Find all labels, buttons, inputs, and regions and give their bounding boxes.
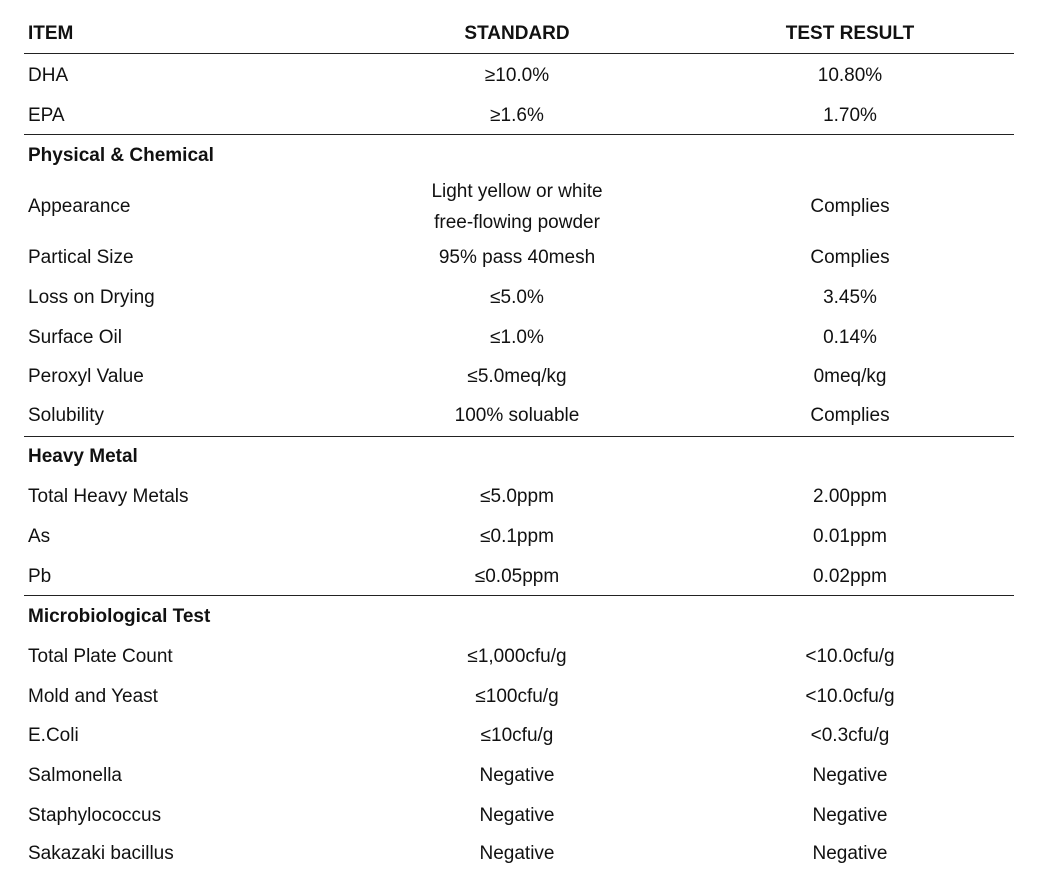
row-standard: ≤5.0meq/kg — [467, 366, 567, 387]
row-result: 2.00ppm — [813, 486, 887, 507]
row-item: Total Plate Count — [28, 646, 173, 667]
row-standard: ≤0.1ppm — [480, 526, 554, 547]
row-result: 3.45% — [823, 287, 877, 308]
row-item: DHA — [28, 65, 69, 86]
table-row — [0, 60, 1040, 92]
row-standard: ≤1,000cfu/g — [467, 646, 567, 667]
section-title-heavy-metal — [0, 441, 1040, 473]
row-standard: ≤1.0% — [490, 327, 544, 348]
section-title: Heavy Metal — [28, 446, 138, 467]
table-row — [0, 176, 1040, 238]
row-item: Pb — [28, 566, 52, 587]
table-row — [0, 481, 1040, 513]
table-row — [0, 760, 1040, 792]
row-standard: ≥10.0% — [484, 65, 550, 86]
row-item: Mold and Yeast — [28, 686, 158, 707]
row-item: E.Coli — [28, 725, 79, 746]
table-row — [0, 681, 1040, 713]
row-result: <0.3cfu/g — [810, 725, 890, 746]
standard-line-1: Light yellow or white — [431, 181, 603, 202]
row-standard: ≤0.05ppm — [474, 566, 560, 587]
row-standard: Negative — [479, 805, 555, 826]
row-standard: ≤100cfu/g — [475, 686, 559, 707]
row-standard: ≥1.6% — [490, 105, 544, 126]
row-result: 0meq/kg — [813, 366, 887, 387]
row-item: Salmonella — [28, 765, 122, 786]
section-divider — [24, 436, 1014, 437]
row-standard: Negative — [479, 843, 555, 864]
row-standard: Negative — [479, 765, 555, 786]
section-divider — [24, 595, 1014, 596]
row-result: Complies — [810, 196, 890, 217]
row-result: Negative — [812, 805, 888, 826]
table-row — [0, 561, 1040, 593]
header-divider — [24, 53, 1014, 54]
row-result: 10.80% — [817, 65, 883, 86]
row-result: 0.14% — [823, 327, 877, 348]
table-row — [0, 282, 1040, 314]
row-item: Total Heavy Metals — [28, 486, 189, 507]
table-row — [0, 400, 1040, 432]
section-divider — [24, 134, 1014, 135]
row-standard: ≤5.0% — [490, 287, 544, 308]
row-item: EPA — [28, 105, 65, 126]
table-row — [0, 521, 1040, 553]
row-result: <10.0cfu/g — [805, 646, 895, 667]
section-title: Microbiological Test — [28, 606, 211, 627]
row-result: Negative — [812, 765, 888, 786]
standard-line-2: free-flowing powder — [434, 212, 600, 233]
row-item: Partical Size — [28, 247, 134, 268]
row-standard: ≤10cfu/g — [480, 725, 554, 746]
table-row — [0, 800, 1040, 832]
row-item: As — [28, 526, 51, 547]
row-item: Solubility — [28, 405, 105, 426]
table-row — [0, 100, 1040, 132]
row-item: Sakazaki bacillus — [28, 843, 174, 864]
section-title: Physical & Chemical — [28, 145, 214, 166]
row-standard: 100% soluable — [454, 405, 580, 426]
row-item: Appearance — [28, 196, 131, 217]
header-standard: STANDARD — [464, 23, 570, 44]
row-result: Complies — [810, 247, 890, 268]
table-row — [0, 322, 1040, 354]
table-row — [0, 361, 1040, 393]
table-row — [0, 641, 1040, 673]
row-item: Surface Oil — [28, 327, 122, 348]
table-row — [0, 242, 1040, 274]
row-result: 0.02ppm — [813, 566, 887, 587]
row-standard — [352, 176, 682, 238]
row-result: 1.70% — [823, 105, 877, 126]
header-item: ITEM — [28, 23, 74, 44]
row-standard: 95% pass 40mesh — [438, 247, 596, 268]
row-result: Complies — [810, 405, 890, 426]
table-header — [0, 18, 1040, 50]
row-item: Peroxyl Value — [28, 366, 144, 387]
table-row — [0, 720, 1040, 752]
row-standard: ≤5.0ppm — [480, 486, 554, 507]
table-row — [0, 838, 1040, 870]
header-result: TEST RESULT — [785, 23, 915, 44]
row-item: Staphylococcus — [28, 805, 162, 826]
row-item: Loss on Drying — [28, 287, 155, 308]
row-result: <10.0cfu/g — [805, 686, 895, 707]
section-title-microbiological — [0, 601, 1040, 633]
row-result: Negative — [812, 843, 888, 864]
section-title-physical — [0, 140, 1040, 172]
row-result: 0.01ppm — [813, 526, 887, 547]
